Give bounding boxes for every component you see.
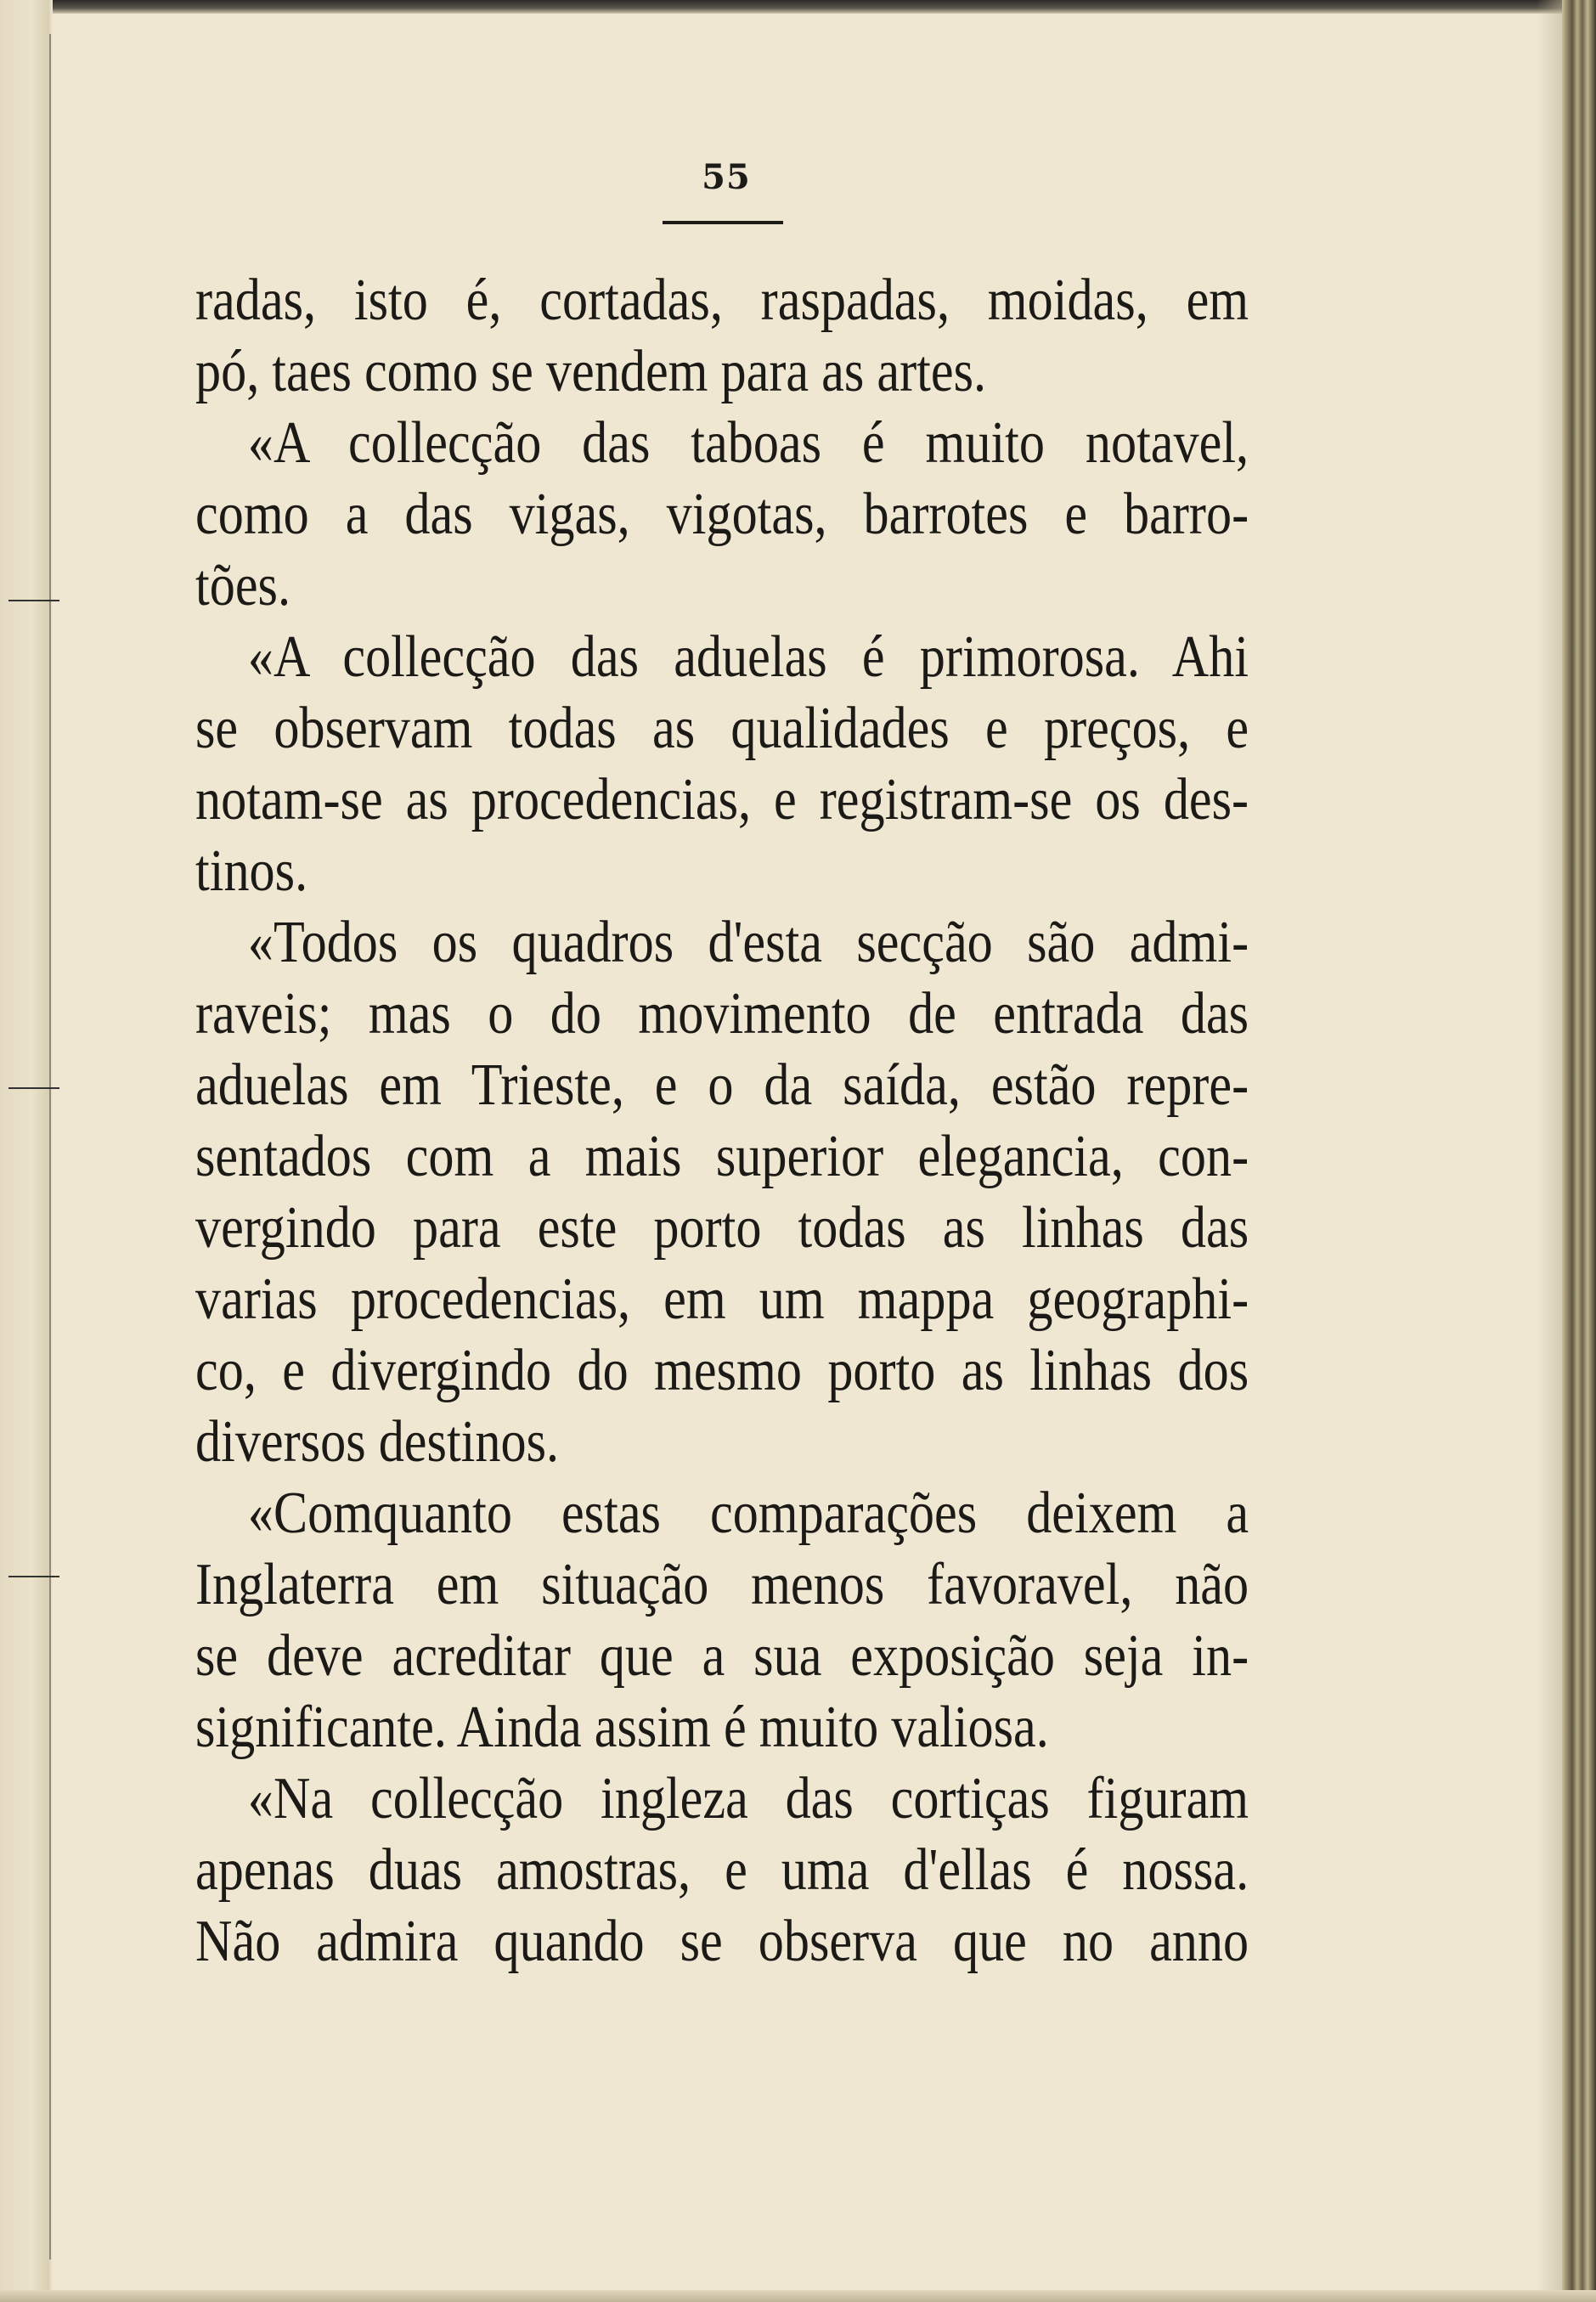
text-line: «Todos os quadros d'esta secção são admi- bbox=[247, 910, 1249, 975]
margin-tick-mark bbox=[8, 600, 59, 601]
scan-bottom-edge bbox=[0, 2290, 1596, 2302]
text-line: aduelas em Trieste, e o da saída, estão repre- bbox=[195, 1052, 1249, 1118]
text-line: «A collecção das aduelas é primorosa. Ahi bbox=[247, 624, 1249, 690]
text-line: co, e divergindo do mesmo porto as linhas dos bbox=[195, 1338, 1249, 1403]
page-number: 55 bbox=[702, 157, 751, 197]
text-line: «Comquanto estas comparações deixem a bbox=[247, 1481, 1249, 1546]
scan-top-edge bbox=[0, 0, 1596, 14]
text-line: como a das vigas, vigotas, barrotes e barro- bbox=[195, 482, 1249, 547]
text-line: «A collecção das taboas é muito notavel, bbox=[247, 410, 1249, 476]
header-rule bbox=[663, 221, 783, 224]
text-line: vergindo para este porto todas as linhas das bbox=[195, 1195, 1249, 1261]
text-line: radas, isto é, cortadas, raspadas, moidas, em bbox=[195, 268, 1249, 333]
margin-tick-mark bbox=[8, 1576, 59, 1577]
text-line: tões. bbox=[195, 553, 291, 618]
text-line: Não admira quando se observa que no anno bbox=[195, 1909, 1249, 1974]
text-line: Inglaterra em situação menos favoravel, não bbox=[195, 1552, 1249, 1617]
binding-line bbox=[49, 34, 51, 2260]
body-text bbox=[195, 265, 1249, 1978]
page-fold-shadow bbox=[1537, 0, 1562, 2302]
text-line: notam-se as procedencias, e registram-se os des- bbox=[195, 767, 1249, 832]
page-binding-edge bbox=[0, 0, 53, 2302]
text-line: raveis; mas o do movimento de entrada das bbox=[195, 981, 1249, 1047]
text-line: sentados com a mais superior elegancia, con- bbox=[195, 1124, 1249, 1189]
text-line: pó, taes como se vendem para as artes. bbox=[195, 339, 987, 404]
text-line: «Na collecção ingleza das cortiças figuram bbox=[247, 1766, 1249, 1831]
text-line: varias procedencias, em um mappa geographi- bbox=[195, 1267, 1249, 1332]
text-line: diversos destinos. bbox=[195, 1409, 560, 1475]
text-line: tinos. bbox=[195, 838, 308, 904]
text-line: apenas duas amostras, e uma d'ellas é nossa. bbox=[195, 1837, 1249, 1903]
text-line: se deve acreditar que a sua exposição seja in- bbox=[195, 1623, 1249, 1689]
text-line: se observam todas as qualidades e preços, e bbox=[195, 696, 1249, 761]
text-line: significante. Ainda assim é muito valiosa. bbox=[195, 1695, 1049, 1760]
page-stack-edge bbox=[1562, 0, 1596, 2302]
margin-tick-mark bbox=[8, 1087, 59, 1089]
